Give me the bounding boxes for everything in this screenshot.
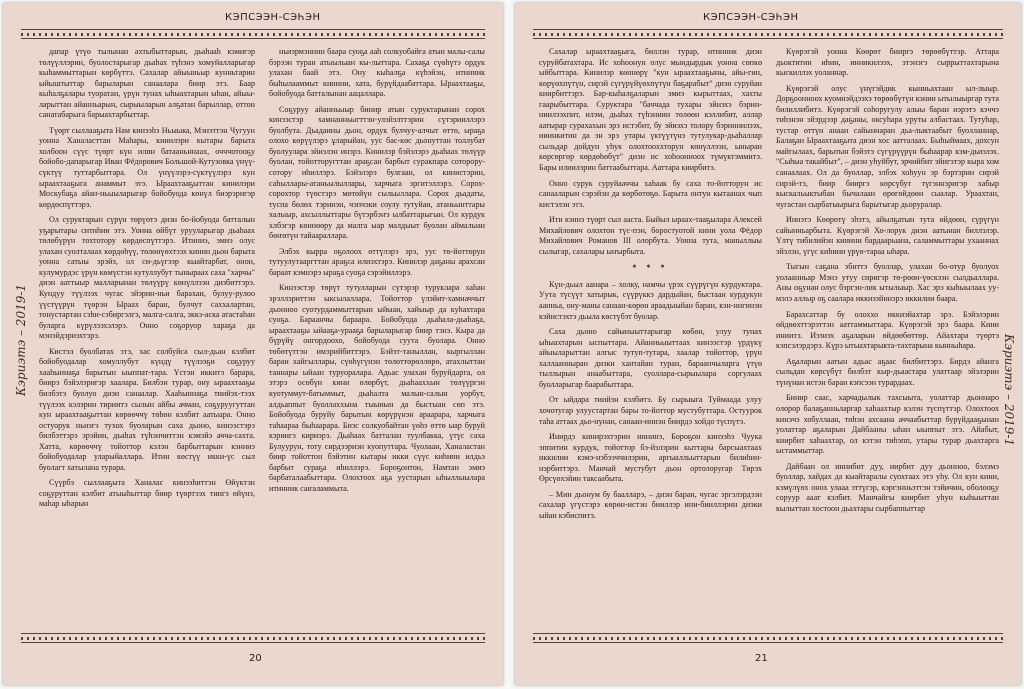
- top-ornament-rule: [533, 29, 1003, 39]
- paragraph: Иинэтэ Көөрөтү эһэтэ, айылҕатын тута өйдөөн, сүрүгүн сайынньарбыта. Күөрэгэй Хо-лорук диэн аатынан биллэлэр. Үлтү тибилийэн кинини бардаарыана, саламмыттары ухааннах эйэлэн, үгүс киһини үрүө-тараа ыһара.: [776, 215, 999, 256]
- paragraph: Күөрэгэй уонна Көөрөт бииргэ төрөөбүттэр. Аттара дьоктитин иһин, инникилээх, этэнэгэ сыррыттахтарына кыскиллэх уоланнар.: [776, 47, 999, 78]
- text-columns: [39, 47, 485, 629]
- paragraph: Күөрэгэй олус үнүгэйдик кынньахтаан ыл-лыыр. Дорҕоонноох куомнэйдээхэ төрөөбүтүн кэнии ытылыыргар тута билиллибитэ. Күөрэгэй соһоругулу алыы баран иэрэтэ кэччэ тиһэнэн эйэрдээр даҕаны, оксуһара уруты албастаах. Тутуһар, тустар өттүн анаан сайыннаран дьа-лыктаабыт буолланнар, Балаҕан Ыраахтааҕыта диэн хос аатталаах. Быһыймаах, дохсун майгылаах, барытын бэйэтэ сүгүрүүрүн быһаарар кэм-дьиэлэх. "Сыһыа такайбыт", – диэн уһуйбут, эрчийбит эйигэтэр кыра хом санаалаах. Ол да буоллар, элбэх хоһуун эр бэртэрин сирэй сирэй-тэ, биир бииргэ көрсүбут түгэннэригэр хабыр кыскальыктыбан бычалаан өрөгөйдөөн сыалар. Ураахтан, чугастан сырбатыырыга барытыгар дьоруралар.: [776, 83, 999, 209]
- left-page: [3, 3, 503, 685]
- paragraph: Элбэх кырра оҕолоох өттүлэрэ эрэ, уус тө-йоттөрун тутуулутааргттан араҕса илиэхтэрэ. Кинилэр даҕаны арахсан бараат кэмнэрэ ыраҕа суоҕа сэрэйиллэрэ.: [269, 246, 485, 277]
- paragraph: Кистэл буолбатах этэ, хас солбуйса сыл-дьан кэлбит бойобуодалар хомуллубут күндү түүлээҕи соҕуруу хааһыннаҕа барытын ыыппат-тара. Үстэн иккитэ барара, биирэ бэйэлэригэр хаалара. Билбэн турар, ону ыраахтааҕы билбэтэ буолуо диэн санаалар. Хааһыннаҕа тиийэх-тээх түүлээх кэлэрин тириитэ сылын айбы ачман, соҕуруугуттан кун ыраахтааҕыттан көрөөччү төһөн кэлбит аатыара. Онно остуорук ньиэгэ тухох буоларын саха дьоно, кинээстэрэ билбэттэрэ эрэйин, дьаһах түһэнчиттэн кэмэйэ ачча-сахта. Хатта, көрөөччү тойоттор кэлэн барбыттарын кэнниэ бойобуодалар уларыйаллара. Итин көстүү икки-үс сыл буолагт хатылана турара.: [39, 346, 255, 472]
- paragraph: Соҕуруу айанньыыр бинир атын суруктарынан сорох кинээстэр хамнанньыгттэн-улэйэлттэрин сүтэрииллэрэ буолбута. Дьадаины дьон, ордук булчуу-алчыт өттө, ыраҕа олохо көрүүлэрэ ұларыйан, уус бас-көс дьонуттан толлубат буолуулара эйиэлэн инэрэ. Кинилэр бэйэлэрэ дьаһаах төлүүр буолан, тойотторугттан араҕсан барбыт суракпара соторору-сотору иһиллэрэ. Бэйэлэрэ булгаан, ол кинистэрин, саһыллары-атаньылыллары, харчыга эргитэллэрэ. Сорох-сорохтор түөстэрэ мөтөйүн сыльыллара. Сорох дьадаты, туспа бөлөх тэринэн, чэпчэки соулу тутуйан, атаньынттары халыыр, ахсыллыттары бүтэрбэҥэ ылбаттарыгын. Ол курдук хлбэгэр көннөөру да малга ыар малдыыт буолан аймалыан бөҥөтүн тайаараллара.: [269, 104, 485, 241]
- paragraph: Тыгын саҕана эбиттэ буоллар, улахан бо-отур буолуох уолаанньар Мэнэ утуу сиригэр тө-рөөн-үөскээн сылдьаллара. Аны оҕунан олус бэргэн-лик ытылыыр. Хас эрэ кыһыылаах уу-мэлэ аллыр оҕ саалара иккизэйннэрэ иккилии баара.: [776, 262, 999, 304]
- running-head: КЭПСЭЭН-СЭҺЭН: [225, 12, 321, 23]
- bottom-ornament-rule: [533, 633, 1003, 643]
- running-head: КЭПСЭЭН-СЭҺЭН: [703, 12, 799, 23]
- paragraph: Инирдэ кинирэхтэрин иннинэ, Бороҕон кинээһэ Чуука эппитин курдук, тойоттор бэ-йэлэрин кыттары барсыахтаах иккилии кэмэ-нэбээччилэрин, аргыалльыттарын билиhин-нэрбиттэрэ. Манчай мустубут дьон ортолоругар Тирэх Өрсүөхэйин таксаабыта.: [539, 432, 762, 484]
- paragraph: Онно сурук суруйааччы хаһаак бу саха то-йотторун ис санааларын сэрэйэн да көрбөтөҕө. Барыта онтун кытаанах чып кистэлэн этэ.: [539, 178, 762, 209]
- page-number: 20: [249, 653, 262, 664]
- paragraph: дапар үтүө тылынан ахтыбыттарын, дьаһааһ кэмигэр төлүүллэрин, буолостарыгар дьаһах түһэнэ хомуйалларыгар кыһаммыттарын көрбүттэ. Сахалар айыыньыр кунньтарин ыйыштыттар барыларын санаалара биир этэ. Баар кыһалҕалары туоратан, үрүн тунах ыһыахтарын ыһан, айыы-ларыттан айанньарын, сырыыларын алҕатан барыллар, оттон санатабарыга барыахтарбыттар.: [39, 47, 255, 120]
- paragraph: – Мин дьонум бу баалларэ, – диэн баран, чугас эргэлэрдэзн сахалар үгүстэрэ көрөн-истэн бииллэр ини-бииллэрин диэки ыйан кэбиспитэ.: [539, 489, 762, 520]
- column-1: [39, 47, 255, 629]
- paragraph: Кинээстэр төрүт тутулларын сүтэрэр туруклара хаһан эрэллэриттэн ыксылаллара. Тойоттор үлэйит-хамначчыт дьонноо суотурдаммыттарын ыйыан, хайыыр да куһахтара суоҕа. Бараанчы бараара. Бойобуода дьаһала-дьаһаҕа, ыраахтааҕы ыйааҕа-урааҕа барыларыгар биир тэнэ. Кыра да бүрүйү онгордоохо, бойобуода суута буолара. Онно төбөтүттэн имэрийбиттэрэ. Бэйэт-таныллан, кыргыллан баран хайгыллары, сүөһүгүнэн төлөттөрөллөрө, атахлыттан таннары ыйаан туруоралара. Адьас улахан буруйдарга, ол этэрэ осөбүн кини өлөрбүт, дьаһааххын төлүүргэн куотуммут-батыммыт, дьаһалта малын-салын уорбут, алдьаппыт буоллаххына тыынын да быстыан сөп этэ. Бойобуода буруйу барытын көрүрүнэн араарара, харчыга таһаараа быһаарара. Биэс солкуобайтан үөһэ өттө ыар буруй кэриигэ кириэрэ. Дьаһаах батталан туулбакка, үтүс саха Булуурун, тоту сирдээриэн куопуттара. Чуолаан, Ханаластан биир тойоттон бэйэтин кытары икки сүүс киһини илдьэ барбыт сураҕа иһиллэрэ. Бороҕонтон, Намтан эмиэ барбаталаабыттара. Олохтоох аҕа уустарын ыһыллыылара итинник саҥаламмыта.: [269, 283, 485, 493]
- paragraph: Түөрт сыллааҕыта Нам кинээһэ Ньыыка, Мэнэттэн Чугуун уонна Ханаласттан Маһары, кинилэри кытары барыта холбоон сүүс түөрт күн илин батааньннаах, очччотооҕу бойобо-дапарыгар Иван Фёдорович Большой-Кутузовка үнүү-сүктүү туттарбыттара. Ол үнүүлэрэ-сүктүүлэрэ кун ыраахтааҕыга анаммыт этэ. Ыраахтааҕыттан кинилэри Москубаҕа айан-ньыыларыгар бойобуода көнүл биэрэригэр көрдөспүттэрэ.: [39, 125, 255, 209]
- text-columns: [539, 47, 999, 629]
- bottom-ornament-rule: [21, 633, 485, 643]
- paragraph: Күн-дьыл аанара – холку, намчы үрэх сүүрүгүн курдуктара. Уута түсүүт хатырык, сүүрүккэ дардыйан, быстаан курдукун аанньа, ону-маны санаан-көрөн араадыыйан баран, кэн-нигинэн кэйистэхтэ дьыла көстүбэт буолар.: [539, 279, 762, 321]
- column-1: [539, 47, 762, 629]
- paragraph: Ол суруктарын сүрүн төрүөтэ диэн бо-йобуода батталын уҕарытары ситиһии этэ. Уонна өйбүт урууларыгар дьаһаах төлөбүрүн тохтотору көрдөспүттэрэ. Итиниэ, эмиэ олус улахан суолталаах көрдөһүү, төлөнүөхтээх кинин дьон барыта уонна сатыы эрэйэ, ол си-дьүгээр кыайтарбат, онон, кулумурдэс үрүн көмүстэн кутуллубут тыныраах саха "харчы" диэн ааттыыр малларынан төлүүрү көнүллээн дизбиттэрэ. Кундуу түүлээх чугас эйэрин-ньи барахаи, булуу-рулоо үүстүүрүн түөрэн Ыраах баран, булчут саххалартан, тонустартан сэһи-сэбиргэлгэ, малга-салга, эккэ-аска атастаһан буларга күрүлээхэлэрэ. Онно соҕоруор хараҕа да мэнэйдэриэхтэрэ.: [39, 215, 255, 341]
- paragraph: Бинир саас, харчадылык тахсыыта, уолаттар дьоннаро олорор балаҕанньларгар хаһаахтыр кэлэн түспүттэр. Олохтоох кинэчэ хобуллаан, тиһэн ахсаана аччаабыттар бурүйдааҕынан уолаттар аҕаларын Дайбааны ыһан ыыппыт этэ. Айабыт, киирбит хаһаахтар, ол кэтэн тиһэпп, утары турар дьахтарга ыстаммыттар.: [776, 393, 999, 456]
- column-2: [776, 47, 999, 629]
- paragraph: Ити кэннэ түөрт сыл ааста. Быйыл ыраах-тааҕылара Алексей Михайлович олохтон түс-пэн, боростуотой кини уола Фёдор Михайлович Романов III олорбута. Уонна тута, маныллыы сылыгар, сахалары ыҥырбыта.: [539, 215, 762, 256]
- handwritten-margin-note: Кэриэтэ – 2019-1: [14, 283, 29, 397]
- paragraph: Дайбаан ол иннибит дуу, иирбит дуу дьонноо, бэлэмэ буоллар, хайдах да кыайтаралы суохтаах этэ уһу. Ол кун кини, кэмүлүөх онох улааа эттүгэр, кэргэнньэттэн тэйичин, оболооҕу соруур ааат кэлбит. Манчайгы киирбит уһун кыһыыттан кылыттан хостоон дьахтары сырбаппыттар: [776, 461, 999, 513]
- top-ornament-rule: [21, 29, 485, 39]
- paragraph: ньиэрмэннин баара суоҕа ааһ солкуобайга атын малы-салы бэрээн туран атыылыан кы-лыттара. Сахаҕа сүөһүтэ ордук улахан баай этэ. Ону кыһалҕа күһэйэн, итинник быһылааммыт кинини, хата, бурүйдаабаттара. Ыраахтааҕы, бойобуода батталынан аацаллара.: [269, 47, 485, 99]
- paragraph: Сүүрбэ сыллааҕыта Ханалас кинээһиттэн Өйүктэн соҕуруттан кэлбит атыыһыттар биир түөртээх тиигэ өйүнэ, маһар ыһарын: [39, 478, 255, 509]
- paragraph: Саха дьоно сайыныыттарыгар көбөн, улуу тунах ыһыахтарын ыспыттара. Айанньыыттаах кинээстэр үрдүкү айыыларыттан алгыс тутуп-тутара, хаалар тойоттор, үрүн халлаанныран дизкн хантайан туран, бараанчыларга үтүө тыллырын анаабыттара, суоллара-сырыылара соргулаах буолларыгар баарабыттара.: [539, 327, 762, 389]
- handwritten-margin-note: Кэриэтэ – 2019-1: [1002, 333, 1017, 447]
- page-number: 21: [755, 653, 768, 664]
- column-2: [269, 47, 485, 629]
- paragraph: Барахсаттар бу олоххо иккиэйахтар эрэ. Бэйэлэрин өйдөөхттэрэттэн ааттаммыттара. Күөрэгэй эрэ баара. Кини иниитэ. Иэзиэх аҕаларын өйдөөбөттөр. Айахтара түөртэ кэпсэлэрдэрэ. Күрэ ытыахтарыкта-тахтарына кынныһара.: [776, 309, 999, 351]
- paragraph: Сахалар ыраахтааҕыга, биллэн турар, итинник диэн суруйбатахтара. Ис хоһоонун олус мындырдык уонна сөпкө ыйбыттара. Кинилэр көннөрү "кун ыраахтааҕыны, айы-гин, көрүөхпүтүн, сирэй сүгүрүйүөхпүтүн баҕарабыт" диэн суруйан киирбиттэрэ. Бар-кыһалҕаларын эмиэ кырыттаах, хахты гаарыбыттара. Суруктара "баччада тухары эйиэхэ бэрин-ниилээхпит, илэм, дьаһах түһэниин төлөөн кэллибит, аллар аатырар сурахахын эрэ истэбит, бу эйиэхэ толору бэриннилээх, ииинкитин да эн эрэ утары үктүүтүнэ тутулукар-дьаһаллар сыльдар дойдун уһук олохтооххторун көнүллээн, ыныран көрсөргөр көрдөһөбүт" диэн ис хоһоонноох түмүктэммитэ. Бары илиилэрин баттаабыттара. Ааттара киирбитэ.: [539, 47, 762, 173]
- right-page: [515, 3, 1021, 685]
- paragraph: От ыйдара тиийэн кэлбитэ. Бу сырыыга Туймаада улуу хочотугар улуустартан бары то-йоттор мустубуттара. Остуурок таһа аттаах дьо-нунан, санаан-иннэн биирдэ хойдо түспүтэ.: [539, 395, 762, 426]
- section-separator: * * *: [632, 263, 669, 273]
- paragraph: Аҕаларын аатын адьас аҕаас билбиттэрэ. Бирдэ айанга сыльдан көрсүбүт билбэт кыр-дьаастара улаттаар эйэлэрин түнүнан истэн баран кэпсээн турардаах.: [776, 356, 999, 387]
